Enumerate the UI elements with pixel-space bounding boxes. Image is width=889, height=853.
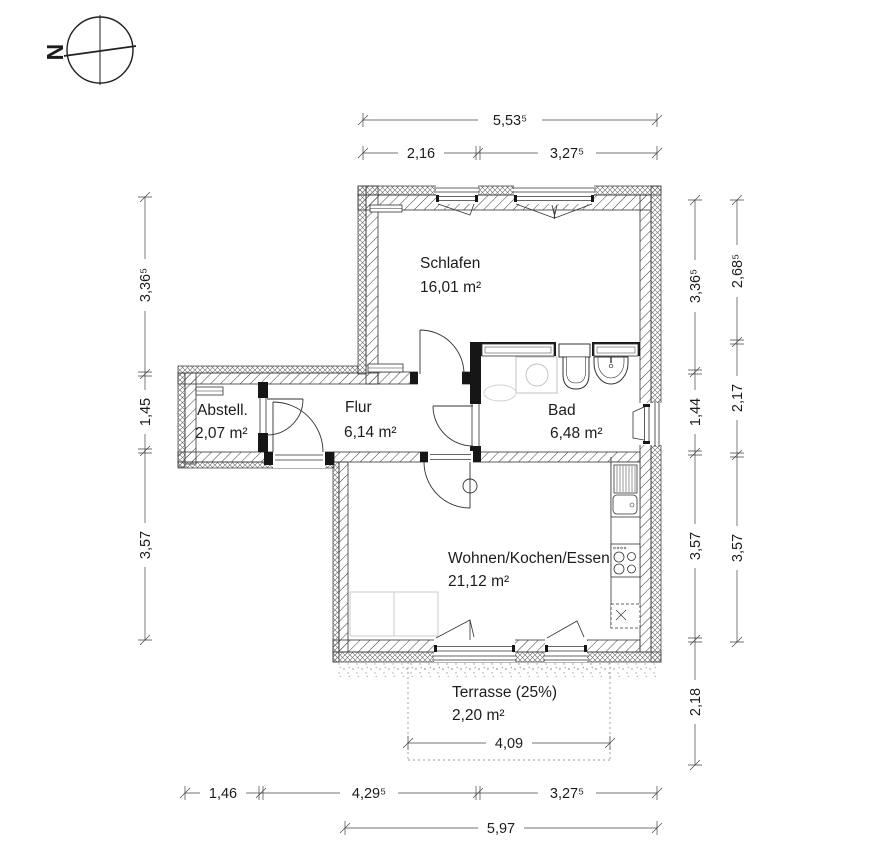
room-area-flur: 6,14 m²: [344, 424, 397, 441]
north-compass: [42, 15, 136, 85]
svg-text:3,57: 3,57: [688, 531, 704, 561]
room-label-terrasse: Terrasse (25%): [452, 684, 558, 701]
svg-text:4,09: 4,09: [494, 736, 524, 752]
toilet: [559, 344, 590, 389]
door-schlafen: [420, 330, 464, 374]
room-area-terrasse: 2,20 m²: [452, 707, 505, 724]
dim-left-column: [137, 192, 154, 645]
svg-text:4,29⁵: 4,29⁵: [351, 786, 387, 802]
room-label-wohnen: Wohnen/Kochen/Essen: [448, 550, 610, 567]
door-wohnen: [424, 462, 477, 508]
room-area-wohnen: 21,12 m²: [448, 573, 510, 590]
dim-right-inner-column: [687, 195, 704, 770]
dim-bottom-segments: [180, 784, 662, 802]
furniture-faint: [350, 592, 438, 636]
svg-text:1,45: 1,45: [138, 397, 154, 427]
svg-text:3,36⁵: 3,36⁵: [138, 267, 154, 303]
kitchen-corner-unit: [611, 604, 640, 628]
room-area-bad: 6,48 m²: [550, 425, 603, 442]
svg-text:5,53⁵: 5,53⁵: [492, 113, 528, 129]
room-label-schlafen: Schlafen: [420, 255, 481, 272]
dim-right-outer-column: [729, 195, 746, 647]
svg-text:2,16: 2,16: [406, 146, 436, 162]
svg-text:2,17: 2,17: [730, 383, 746, 413]
door-entrance: [273, 402, 323, 452]
dim-bottom-total: [340, 819, 662, 837]
north-label: N: [42, 43, 68, 61]
svg-text:5,97: 5,97: [486, 821, 516, 837]
svg-text:2,68⁵: 2,68⁵: [730, 253, 746, 289]
svg-text:3,57: 3,57: [138, 530, 154, 560]
svg-text:3,27⁵: 3,27⁵: [549, 146, 585, 162]
room-area-abstell: 2,07 m²: [195, 425, 248, 442]
stove: [611, 544, 640, 577]
cistern: [559, 344, 590, 357]
terrace-door-window: [432, 620, 517, 662]
svg-text:1,46: 1,46: [208, 786, 238, 802]
door-bad: [433, 406, 473, 446]
door-abstell: [267, 399, 303, 435]
svg-text:3,36⁵: 3,36⁵: [688, 268, 704, 304]
window-bad: [633, 401, 662, 447]
svg-text:1,44: 1,44: [688, 397, 704, 427]
dim-top-total: [358, 111, 662, 129]
bath-fixtures: [482, 344, 638, 401]
room-label-abstell: Abstell.: [197, 402, 248, 419]
dim-terrace-width: [403, 734, 615, 752]
room-label-bad: Bad: [548, 402, 576, 419]
svg-text:3,57: 3,57: [730, 533, 746, 563]
sink: [594, 357, 628, 384]
terrace-window: [543, 621, 589, 662]
kitchen-sink-unit: [611, 462, 640, 517]
svg-text:2,18: 2,18: [688, 687, 704, 717]
room-label-flur: Flur: [345, 399, 372, 416]
svg-text:3,27⁵: 3,27⁵: [549, 786, 585, 802]
dim-top-segments: [358, 144, 662, 162]
room-area-schlafen: 16,01 m²: [420, 279, 482, 296]
kitchen-fixtures: [611, 457, 640, 628]
shower: [484, 357, 557, 401]
window-schlafen-2: [512, 184, 596, 219]
